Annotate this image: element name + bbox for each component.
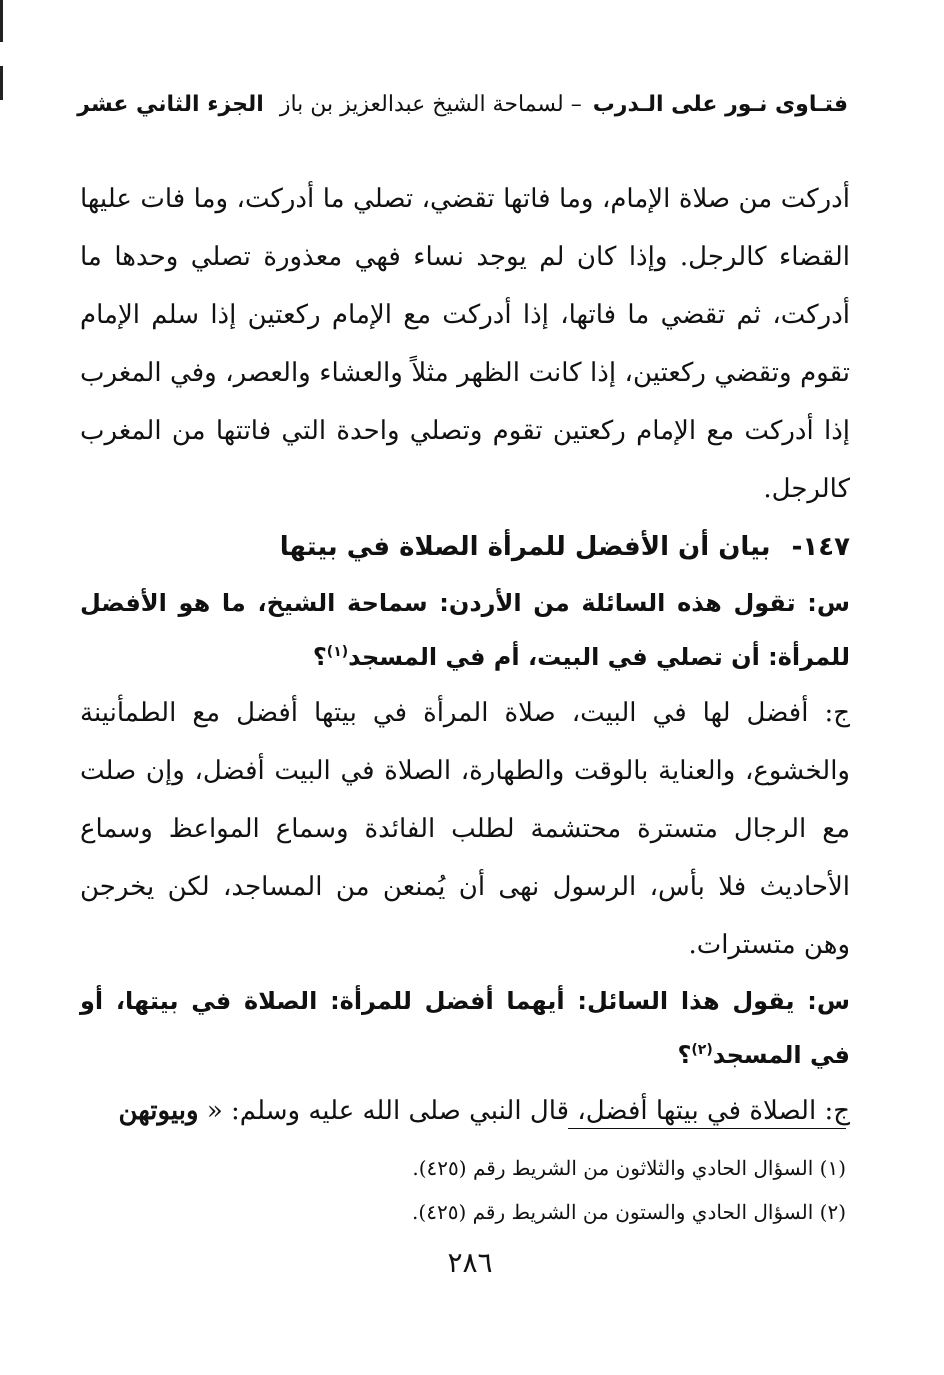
- section-heading: [80, 518, 850, 576]
- main-text: [80, 170, 850, 1140]
- paragraph-continuation: أدركت من صلاة الإمام، وما فاتها تقضي، تصلي ما أدركت، وما فات عليها القضاء كالرجل. وإذا كان لم يوجد نساء فهي معذورة تصلي وحدها ما أدركت، ثم تقضي ما فاتها، إذا أدركت مع الإمام ركعتين إذا سلم الإمام تقوم وتقضي ركعتين، إذا كانت الظهر مثلاً والعشاء والعصر، وفي المغرب إذا أدركت مع الإمام ركعتين تقوم وتصلي واحدة التي فاتتها من المغرب كالرجل.: [80, 184, 850, 504]
- footnote-ref-2[interactable]: (٢): [691, 1042, 713, 1058]
- running-header: [77, 84, 848, 124]
- question-1: [80, 576, 850, 684]
- footnote-1: (١) السؤال الحادي والثلاثون من الشريط رقم (٤٢٥).: [412, 1156, 846, 1180]
- header-part: الجزء الثاني عشر: [77, 91, 264, 117]
- header-author: – لسماحة الشيخ عبدالعزيز بن باز: [279, 91, 582, 117]
- answer-1: ج: أفضل لها في البيت، صلاة المرأة في بيتها أفضل مع الطمأنينة والخشوع، والعناية بالوقت والطهارة، الصلاة في البيت أفضل، وإن صلت مع الرجال متسترة محتشمة لطلب الفائدة وسماع المواعظ وسماع الأحاديث فلا بأس، الرسول نهى أن يُمنعن من المساجد، لكن يخرجن وهن متسترات.: [80, 698, 850, 960]
- question-2: [80, 974, 850, 1082]
- question-2-mark: ؟: [677, 1041, 692, 1069]
- question-2-text: س: يقول هذا السائل: أيهما أفضل للمرأة: الصلاة في بيتها، أو في المسجد: [80, 987, 850, 1069]
- header-book-title: فتـاوى نـور على الـدرب: [592, 91, 848, 117]
- section-number: ١٤٧-: [791, 532, 850, 562]
- footnote-separator: [568, 1128, 846, 1129]
- question-1-text: س: تقول هذه السائلة من الأردن: سماحة الشيخ، ما هو الأفضل للمرأة: أن تصلي في البيت، أم في المسجد: [80, 589, 850, 671]
- answer-2: [80, 1082, 850, 1140]
- section-title: بيان أن الأفضل للمرأة الصلاة في بيتها: [279, 532, 771, 562]
- footnotes: [300, 1146, 846, 1234]
- scan-edge-mark: [0, 66, 3, 100]
- footnote-ref-1[interactable]: (١): [326, 644, 349, 660]
- page-number: ٢٨٦: [447, 1246, 493, 1279]
- scan-edge-mark: [0, 0, 3, 42]
- header-title-group: [280, 92, 848, 117]
- answer-2-bold-quote: وبيوتهن: [118, 1096, 199, 1126]
- answer-2-text: ج: الصلاة في بيتها أفضل، قال النبي صلى الله عليه وسلم: «: [206, 1096, 850, 1126]
- question-1-mark: ؟: [312, 643, 327, 671]
- footnote-2: (٢) السؤال الحادي والستون من الشريط رقم (٤٢٥).: [412, 1200, 846, 1224]
